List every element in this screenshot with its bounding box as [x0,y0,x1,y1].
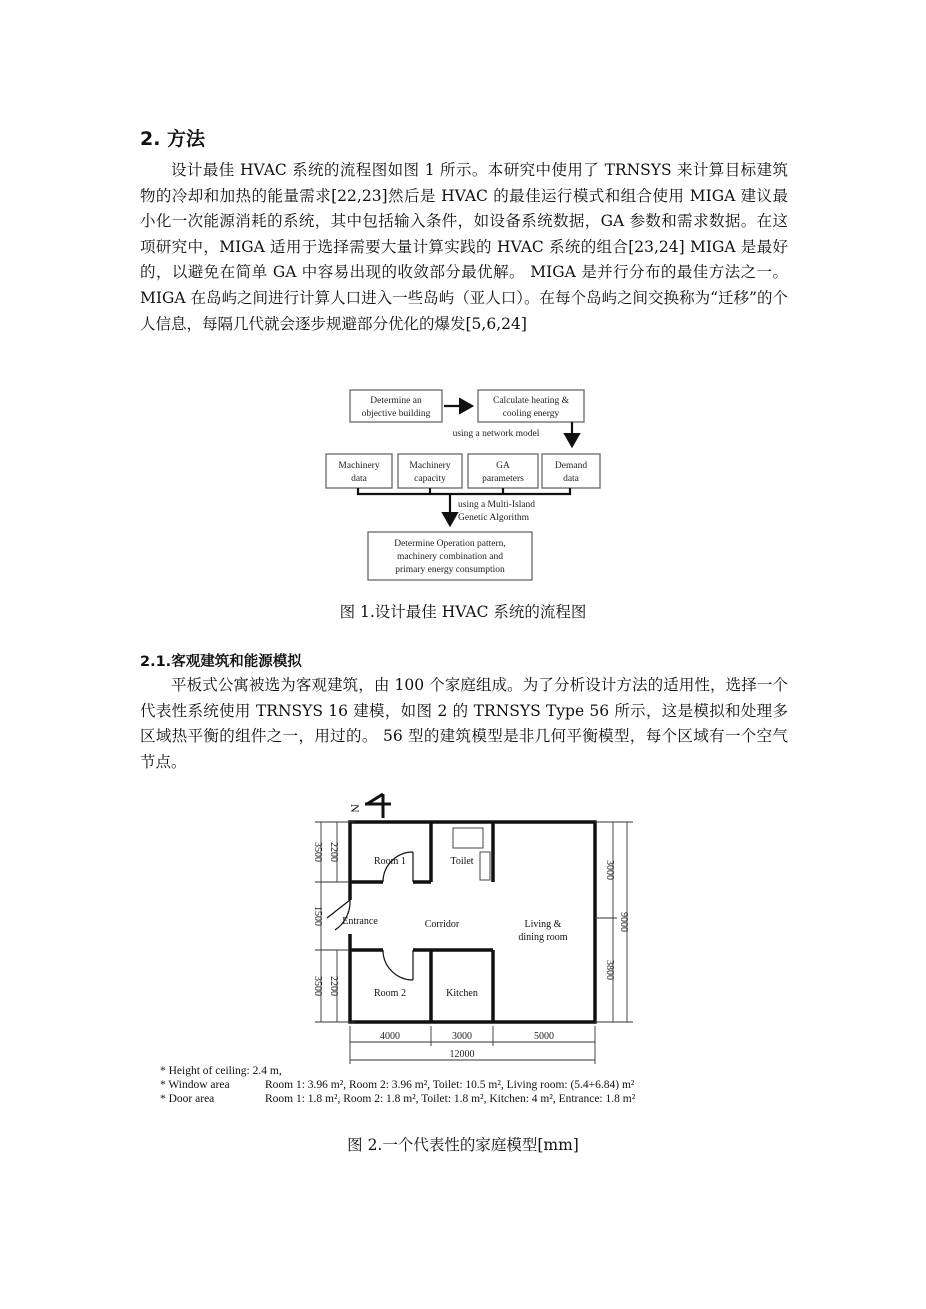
dim-left-top-inner: 2200 [328,842,339,862]
north-label: N [348,804,362,813]
bracket-inputs [358,488,570,494]
paragraph-method-text: 设计最佳 HVAC 系统的流程图如图 1 所示。本研究中使用了 TRNSYS 来计算目标建筑物的冷却和加热的能量需求[22,23]然后是 HVAC 的最佳运行模式和组合使用 MIGA 建议最小化一次能源消耗的系统，其中包括输入条件，如设备系统数据，GA 参数和需求数据。在这项研究中，MIGA 适用于选择需要大量计算实践的 HVAC 系统的组合[23,24] MIGA 是最好的，以避免在简单 GA 中容易出现的收敛部分最优解。 MIGA 是并行分布的最佳方法之一。 MIGA 在岛屿之间进行计算人口进入一些岛屿（亚人口）。在每个岛屿之间交换称为“迁移”的个人信息，每隔几代就会逐步规避部分优化的爆发[5,6,24] [140,161,788,333]
dd-l1: Demand [554,461,588,471]
note-door-text: Room 1: 1.8 m², Room 2: 1.8 m², Toilet: 1.8 m², Kitchen: 4 m², Entrance: 1.8 m² [265,1093,636,1105]
mc-l2: capacity [414,474,446,484]
note-door-label: * Door area [160,1093,215,1105]
dim-left-bot-inner: 2200 [328,976,339,996]
dim-bottom-2: 3000 [452,1031,472,1042]
north-arrow-icon [365,794,391,818]
floor-plan-figure [155,790,775,1120]
dimension-lines [315,822,633,1064]
room2-label: Room 2 [374,988,406,999]
section-title: 2. 方法 [140,128,206,150]
result-l3: primary energy consumption [395,565,505,575]
figure1-caption: 图 1.设计最佳 HVAC 系统的流程图 [339,603,587,621]
subsection-title: 2.1.客观建筑和能源模拟 [140,654,302,670]
dim-right-bot: 3800 [604,960,615,980]
note-window-label: * Window area [160,1079,230,1091]
miga-l1: using a Multi-Island [458,500,536,510]
figure2-caption: 图 2.一个代表性的家庭模型[mm] [347,1136,579,1154]
network-label: using a network model [452,429,540,439]
miga-l2: Genetic Algorithm [458,513,529,523]
dim-left-bot: 3500 [312,976,323,996]
kitchen-label: Kitchen [446,988,478,999]
living-label-l2: dining room [518,932,568,943]
note-window-text: Room 1: 3.96 m², Room 2: 3.96 m², Toilet: 10.5 m², Living room: (5.4+6.84) m² [265,1079,635,1091]
paragraph-method [140,158,788,337]
result-l1: Determine Operation pattern, [394,539,506,549]
dim-left-top: 3500 [312,842,323,862]
md-l2: data [351,474,367,484]
paragraph-building-text: 平板式公寓被选为客观建筑，由 100 个家庭组成。为了分析设计方法的适用性，选择一个代表性系统使用 TRNSYS 16 建模，如图 2 的 TRNSYS Type 56 所示，这是模拟和处理多区域热平衡的组件之一，用过的。 56 型的建筑模型是非几何平衡模型，每个区域有一个空气节点。 [140,676,788,771]
dim-right-top: 3000 [604,860,615,880]
dd-l2: data [563,474,579,484]
objective-l2: objective building [361,409,431,419]
ga-l1: GA [496,461,510,471]
toilet-label: Toilet [450,856,474,867]
calc-l1: Calculate heating & [493,396,569,406]
dim-left-mid: 1500 [312,906,323,926]
corridor-label: Corridor [424,919,460,930]
note-ceiling: * Height of ceiling: 2.4 m, [160,1065,282,1077]
toilet-fixtures [453,828,490,880]
flowchart-figure [320,384,610,584]
room1-label: Room 1 [374,856,406,867]
living-label-l1: Living & [524,919,562,930]
ga-l2: parameters [482,474,524,484]
objective-l1: Determine an [370,396,422,406]
paragraph-building [140,673,788,775]
entrance-label: Entrance [342,916,378,927]
result-l2: machinery combination and [396,552,504,562]
dim-bottom-3: 5000 [534,1031,554,1042]
mc-l1: Machinery [409,461,451,471]
dim-bottom-total: 12000 [449,1049,475,1060]
calc-l2: cooling energy [502,409,560,419]
md-l1: Machinery [338,461,380,471]
dim-bottom-1: 4000 [380,1031,400,1042]
dim-right-total: 9000 [618,912,629,932]
